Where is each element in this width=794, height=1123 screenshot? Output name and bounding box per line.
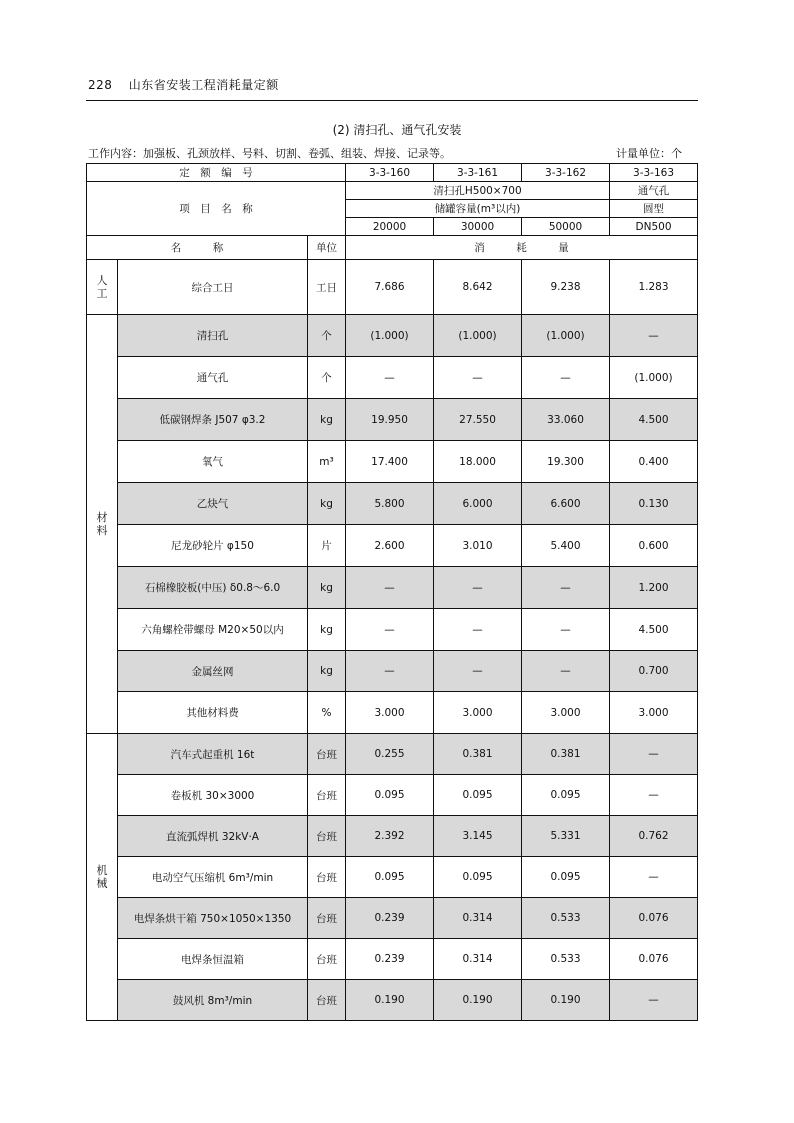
value-cell: 0.239 bbox=[346, 898, 434, 939]
value-cell: 0.095 bbox=[522, 857, 610, 898]
value-cell: (1.000) bbox=[522, 315, 610, 357]
value-cell: 6.600 bbox=[522, 483, 610, 525]
item-unit: 台班 bbox=[308, 775, 346, 816]
value-cell: 1.283 bbox=[610, 260, 698, 315]
item-unit: m³ bbox=[308, 441, 346, 483]
group1-title: 清扫孔H500×700 bbox=[346, 182, 610, 200]
value-cell: 0.314 bbox=[434, 939, 522, 980]
value-cell: 0.600 bbox=[610, 525, 698, 567]
item-name: 综合工日 bbox=[118, 260, 308, 315]
value-cell: 0.076 bbox=[610, 898, 698, 939]
item-name: 低碳钢焊条 J507 φ3.2 bbox=[118, 399, 308, 441]
code-cell: 3-3-163 bbox=[610, 164, 698, 182]
item-unit: kg bbox=[308, 399, 346, 441]
label-code: 定 额 编 号 bbox=[87, 164, 346, 182]
col-consumption-header: 消 耗 量 bbox=[346, 236, 698, 260]
value-cell: 27.550 bbox=[434, 399, 522, 441]
item-unit: 台班 bbox=[308, 857, 346, 898]
value-cell: 19.300 bbox=[522, 441, 610, 483]
item-name: 清扫孔 bbox=[118, 315, 308, 357]
section-title: (2) 清扫孔、通气孔安装 bbox=[332, 123, 462, 137]
value-cell: — bbox=[610, 734, 698, 775]
value-cell: 0.190 bbox=[522, 980, 610, 1021]
value-cell: — bbox=[522, 609, 610, 651]
category-label bbox=[87, 315, 118, 734]
category-label bbox=[87, 734, 118, 1021]
item-unit: % bbox=[308, 692, 346, 734]
value-cell: 0.095 bbox=[434, 775, 522, 816]
table-row bbox=[87, 609, 698, 651]
item-unit: 个 bbox=[308, 315, 346, 357]
category-char: 械 bbox=[96, 877, 108, 890]
group2-subtitle: 圆型 bbox=[610, 200, 698, 218]
capacity-cell: 30000 bbox=[434, 218, 522, 236]
value-cell: 0.095 bbox=[346, 775, 434, 816]
value-cell: 2.600 bbox=[346, 525, 434, 567]
page-header bbox=[88, 76, 279, 93]
item-unit: kg bbox=[308, 567, 346, 609]
value-cell: 2.392 bbox=[346, 816, 434, 857]
value-cell: 3.010 bbox=[434, 525, 522, 567]
value-cell: 0.400 bbox=[610, 441, 698, 483]
item-unit: 工日 bbox=[308, 260, 346, 315]
item-name: 电焊条烘干箱 750×1050×1350 bbox=[118, 898, 308, 939]
value-cell: 0.762 bbox=[610, 816, 698, 857]
code-cell: 3-3-162 bbox=[522, 164, 610, 182]
value-cell: 0.700 bbox=[610, 651, 698, 692]
value-cell: — bbox=[610, 857, 698, 898]
table-row bbox=[87, 315, 698, 357]
item-name: 通气孔 bbox=[118, 357, 308, 399]
value-cell: — bbox=[346, 567, 434, 609]
book-title: 山东省安装工程消耗量定额 bbox=[128, 78, 279, 92]
value-cell: 5.331 bbox=[522, 816, 610, 857]
table-row bbox=[87, 651, 698, 692]
value-cell: 0.533 bbox=[522, 898, 610, 939]
item-name: 电动空气压缩机 6m³/min bbox=[118, 857, 308, 898]
item-name: 氧气 bbox=[118, 441, 308, 483]
value-cell: — bbox=[346, 357, 434, 399]
category-stack bbox=[87, 511, 117, 537]
value-cell: 3.000 bbox=[434, 692, 522, 734]
value-cell: 0.381 bbox=[434, 734, 522, 775]
item-unit: 台班 bbox=[308, 898, 346, 939]
category-char: 机 bbox=[96, 863, 108, 877]
table-row bbox=[87, 939, 698, 980]
category-stack bbox=[87, 864, 117, 890]
item-unit: 片 bbox=[308, 525, 346, 567]
item-unit: 台班 bbox=[308, 980, 346, 1021]
value-cell: 0.095 bbox=[434, 857, 522, 898]
value-cell: 9.238 bbox=[522, 260, 610, 315]
label-item: 项 目 名 称 bbox=[87, 182, 346, 236]
item-name: 电焊条恒温箱 bbox=[118, 939, 308, 980]
value-cell: 18.000 bbox=[434, 441, 522, 483]
value-cell: — bbox=[434, 651, 522, 692]
value-cell: 0.076 bbox=[610, 939, 698, 980]
capacity-cell: DN500 bbox=[610, 218, 698, 236]
item-unit: kg bbox=[308, 483, 346, 525]
value-cell: 0.533 bbox=[522, 939, 610, 980]
value-cell: 0.130 bbox=[610, 483, 698, 525]
value-cell: 0.190 bbox=[346, 980, 434, 1021]
value-cell: — bbox=[610, 775, 698, 816]
category-stack bbox=[87, 274, 117, 300]
value-cell: — bbox=[434, 567, 522, 609]
item-name: 金属丝网 bbox=[118, 651, 308, 692]
value-cell: 0.255 bbox=[346, 734, 434, 775]
value-cell: 4.500 bbox=[610, 609, 698, 651]
group2-title: 通气孔 bbox=[610, 182, 698, 200]
column-header-row bbox=[87, 236, 698, 260]
capacity-cell: 20000 bbox=[346, 218, 434, 236]
value-cell: — bbox=[522, 651, 610, 692]
work-content: 工作内容：加强板、孔颈放样、号料、切割、卷弧、组装、焊接、记录等。 bbox=[88, 147, 451, 160]
value-cell: 19.950 bbox=[346, 399, 434, 441]
value-cell: 5.400 bbox=[522, 525, 610, 567]
item-unit: 个 bbox=[308, 357, 346, 399]
quota-table bbox=[86, 163, 698, 1021]
table-row bbox=[87, 980, 698, 1021]
value-cell: 33.060 bbox=[522, 399, 610, 441]
table-row bbox=[87, 775, 698, 816]
col-unit-header: 单位 bbox=[308, 236, 346, 260]
value-cell: 6.000 bbox=[434, 483, 522, 525]
value-cell: 3.000 bbox=[610, 692, 698, 734]
item-unit: kg bbox=[308, 609, 346, 651]
header-rule bbox=[86, 100, 698, 101]
table-row bbox=[87, 399, 698, 441]
value-cell: 0.239 bbox=[346, 939, 434, 980]
table-row bbox=[87, 692, 698, 734]
value-cell: 3.000 bbox=[346, 692, 434, 734]
table-row bbox=[87, 525, 698, 567]
value-cell: — bbox=[434, 357, 522, 399]
item-name: 石棉橡胶板(中压) δ0.8～6.0 bbox=[118, 567, 308, 609]
category-char: 工 bbox=[96, 287, 108, 300]
value-cell: 0.190 bbox=[434, 980, 522, 1021]
value-cell: 0.095 bbox=[522, 775, 610, 816]
category-char: 材 bbox=[96, 510, 108, 524]
category-char: 料 bbox=[96, 524, 108, 537]
value-cell: — bbox=[346, 651, 434, 692]
category-char: 人 bbox=[96, 273, 108, 287]
item-name: 汽车式起重机 16t bbox=[118, 734, 308, 775]
item-name: 乙炔气 bbox=[118, 483, 308, 525]
value-cell: 8.642 bbox=[434, 260, 522, 315]
value-cell: 7.686 bbox=[346, 260, 434, 315]
page-number: 228 bbox=[88, 78, 113, 92]
value-cell: 3.000 bbox=[522, 692, 610, 734]
value-cell: 4.500 bbox=[610, 399, 698, 441]
value-cell: 3.145 bbox=[434, 816, 522, 857]
value-cell: — bbox=[434, 609, 522, 651]
table-row bbox=[87, 483, 698, 525]
table-row bbox=[87, 357, 698, 399]
value-cell: — bbox=[610, 980, 698, 1021]
item-unit: 台班 bbox=[308, 816, 346, 857]
value-cell: — bbox=[346, 609, 434, 651]
item-unit: 台班 bbox=[308, 939, 346, 980]
col-name-header: 名 称 bbox=[87, 236, 308, 260]
value-cell: (1.000) bbox=[346, 315, 434, 357]
item-name: 直流弧焊机 32kV·A bbox=[118, 816, 308, 857]
value-cell: 1.200 bbox=[610, 567, 698, 609]
capacity-cell: 50000 bbox=[522, 218, 610, 236]
item-name: 其他材料费 bbox=[118, 692, 308, 734]
value-cell: 5.800 bbox=[346, 483, 434, 525]
code-cell: 3-3-160 bbox=[346, 164, 434, 182]
item-name: 卷板机 30×3000 bbox=[118, 775, 308, 816]
code-row bbox=[87, 164, 698, 182]
value-cell: 0.381 bbox=[522, 734, 610, 775]
group1-subtitle: 储罐容量(m³以内) bbox=[346, 200, 610, 218]
measure-unit: 计量单位：个 bbox=[616, 147, 682, 160]
table-row bbox=[87, 567, 698, 609]
value-cell: (1.000) bbox=[434, 315, 522, 357]
table-row bbox=[87, 898, 698, 939]
table-row bbox=[87, 857, 698, 898]
item-name: 鼓风机 8m³/min bbox=[118, 980, 308, 1021]
value-cell: (1.000) bbox=[610, 357, 698, 399]
value-cell: — bbox=[522, 567, 610, 609]
table-row bbox=[87, 734, 698, 775]
table-row bbox=[87, 816, 698, 857]
table-row bbox=[87, 441, 698, 483]
item-unit: 台班 bbox=[308, 734, 346, 775]
category-label bbox=[87, 260, 118, 315]
value-cell: — bbox=[610, 315, 698, 357]
item-unit: kg bbox=[308, 651, 346, 692]
code-cell: 3-3-161 bbox=[434, 164, 522, 182]
table-row bbox=[87, 260, 698, 315]
value-cell: — bbox=[522, 357, 610, 399]
value-cell: 17.400 bbox=[346, 441, 434, 483]
item-name: 六角螺栓带螺母 M20×50以内 bbox=[118, 609, 308, 651]
value-cell: 0.314 bbox=[434, 898, 522, 939]
item-name: 尼龙砂轮片 φ150 bbox=[118, 525, 308, 567]
value-cell: 0.095 bbox=[346, 857, 434, 898]
